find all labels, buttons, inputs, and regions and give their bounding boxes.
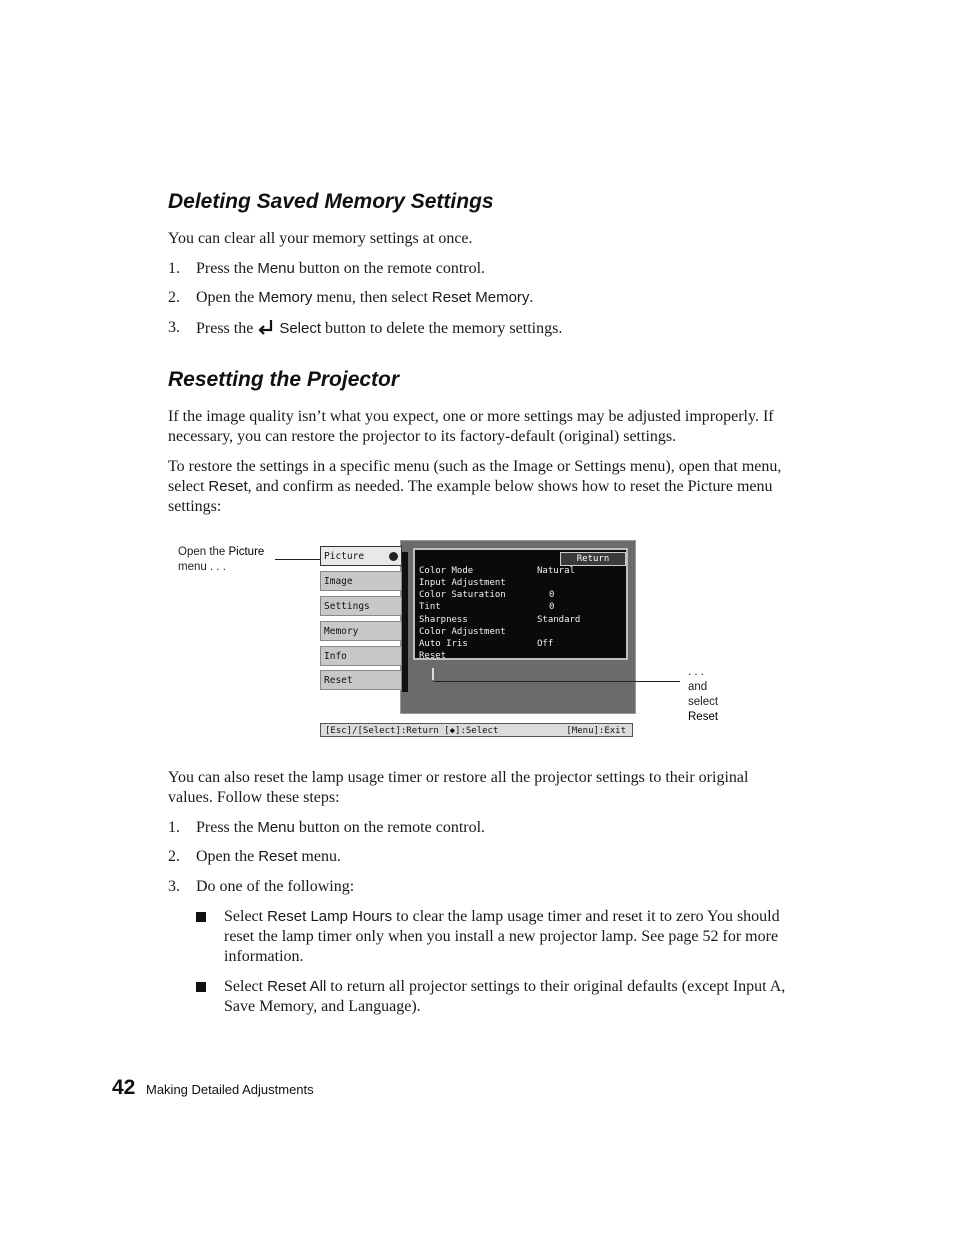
- step-number: 2.: [168, 848, 180, 865]
- menu-tab-info[interactable]: Info: [320, 646, 402, 666]
- menu-row[interactable]: Auto Iris Off: [419, 639, 554, 649]
- menu-row[interactable]: Input Adjustment: [419, 578, 506, 588]
- bullet-text: Select Reset All to return all projector settings to their original defaults (except Input A, Save Memory, and Language).: [224, 978, 786, 1015]
- return-button[interactable]: Return: [560, 552, 626, 566]
- menu-figure: [170, 538, 719, 743]
- bullet-square-icon: [196, 982, 206, 992]
- bullet-text: Select Reset Lamp Hours to clear the lamp usage timer and reset it to zero You should reset the lamp timer only when you install a new projector lamp. See page 52 for more information.: [224, 908, 780, 965]
- enter-icon: [389, 552, 398, 561]
- intro-paragraph: You can clear all your memory settings at once.: [168, 230, 473, 247]
- menu-tab-image[interactable]: Image: [320, 571, 402, 591]
- step-text: Open the Reset menu.: [196, 848, 341, 865]
- callout-leader-left: [275, 559, 321, 560]
- chapter-title: Making Detailed Adjustments: [146, 1082, 314, 1097]
- callout-select-reset: . . . and select Reset: [688, 666, 719, 723]
- bullet-square-icon: [196, 912, 206, 922]
- menu-status-bar: [Esc]/[Select]:Return [◆]:Select [Menu]:Exit: [320, 723, 633, 737]
- step-text: Press the Select button to delete the memory settings.: [196, 320, 563, 337]
- step-text: Press the Menu button on the remote control.: [196, 819, 486, 836]
- menu-row[interactable]: Color Saturation 0: [419, 590, 555, 600]
- menu-tab-reset[interactable]: Reset: [320, 670, 402, 690]
- step-text: Do one of the following:: [196, 878, 355, 895]
- paragraph-lamp-timer: You can also reset the lamp usage timer or restore all the projector settings to their original values. Follow these steps:: [168, 769, 749, 806]
- menu-tab-settings[interactable]: Settings: [320, 596, 402, 616]
- menu-row[interactable]: Reset: [419, 651, 447, 661]
- enter-icon: [257, 318, 275, 336]
- callout-leader-right: [434, 681, 680, 682]
- step-number: 3.: [168, 319, 180, 336]
- paragraph-image-quality: If the image quality isn’t what you expect, one or more settings may be adjusted improperly. If necessary, you can restore the projector to its factory-default (original) settings.: [168, 408, 774, 445]
- callout-open-picture: Open the Picture menu . . .: [178, 546, 265, 573]
- section-heading-resetting: Resetting the Projector: [168, 368, 400, 391]
- menu-cursor: [432, 668, 434, 680]
- step-number: 1.: [168, 819, 180, 836]
- menu-tab-picture[interactable]: Picture: [320, 546, 402, 566]
- step-number: 3.: [168, 878, 180, 895]
- menu-row[interactable]: Sharpness Standard: [419, 615, 581, 625]
- menu-row[interactable]: Color Adjustment: [419, 627, 506, 637]
- step-text: Press the Menu button on the remote control.: [196, 260, 486, 277]
- menu-row[interactable]: Color Mode Natural: [419, 566, 575, 576]
- menu-row[interactable]: Tint 0: [419, 602, 555, 612]
- step-text: Open the Memory menu, then select Reset Memory.: [196, 289, 534, 306]
- menu-tab-memory[interactable]: Memory: [320, 621, 402, 641]
- menu-settings-panel: [413, 548, 628, 660]
- menu-divider: [402, 552, 408, 692]
- step-number: 2.: [168, 289, 180, 306]
- section-heading-deleting: Deleting Saved Memory Settings: [168, 190, 494, 213]
- page-number: 42: [112, 1076, 136, 1099]
- paragraph-restore-menu: To restore the settings in a specific menu (such as the Image or Settings menu), open that menu, select Reset, and confirm as needed. The example below shows how to reset the Picture menu settings:: [168, 458, 782, 515]
- step-number: 1.: [168, 260, 180, 277]
